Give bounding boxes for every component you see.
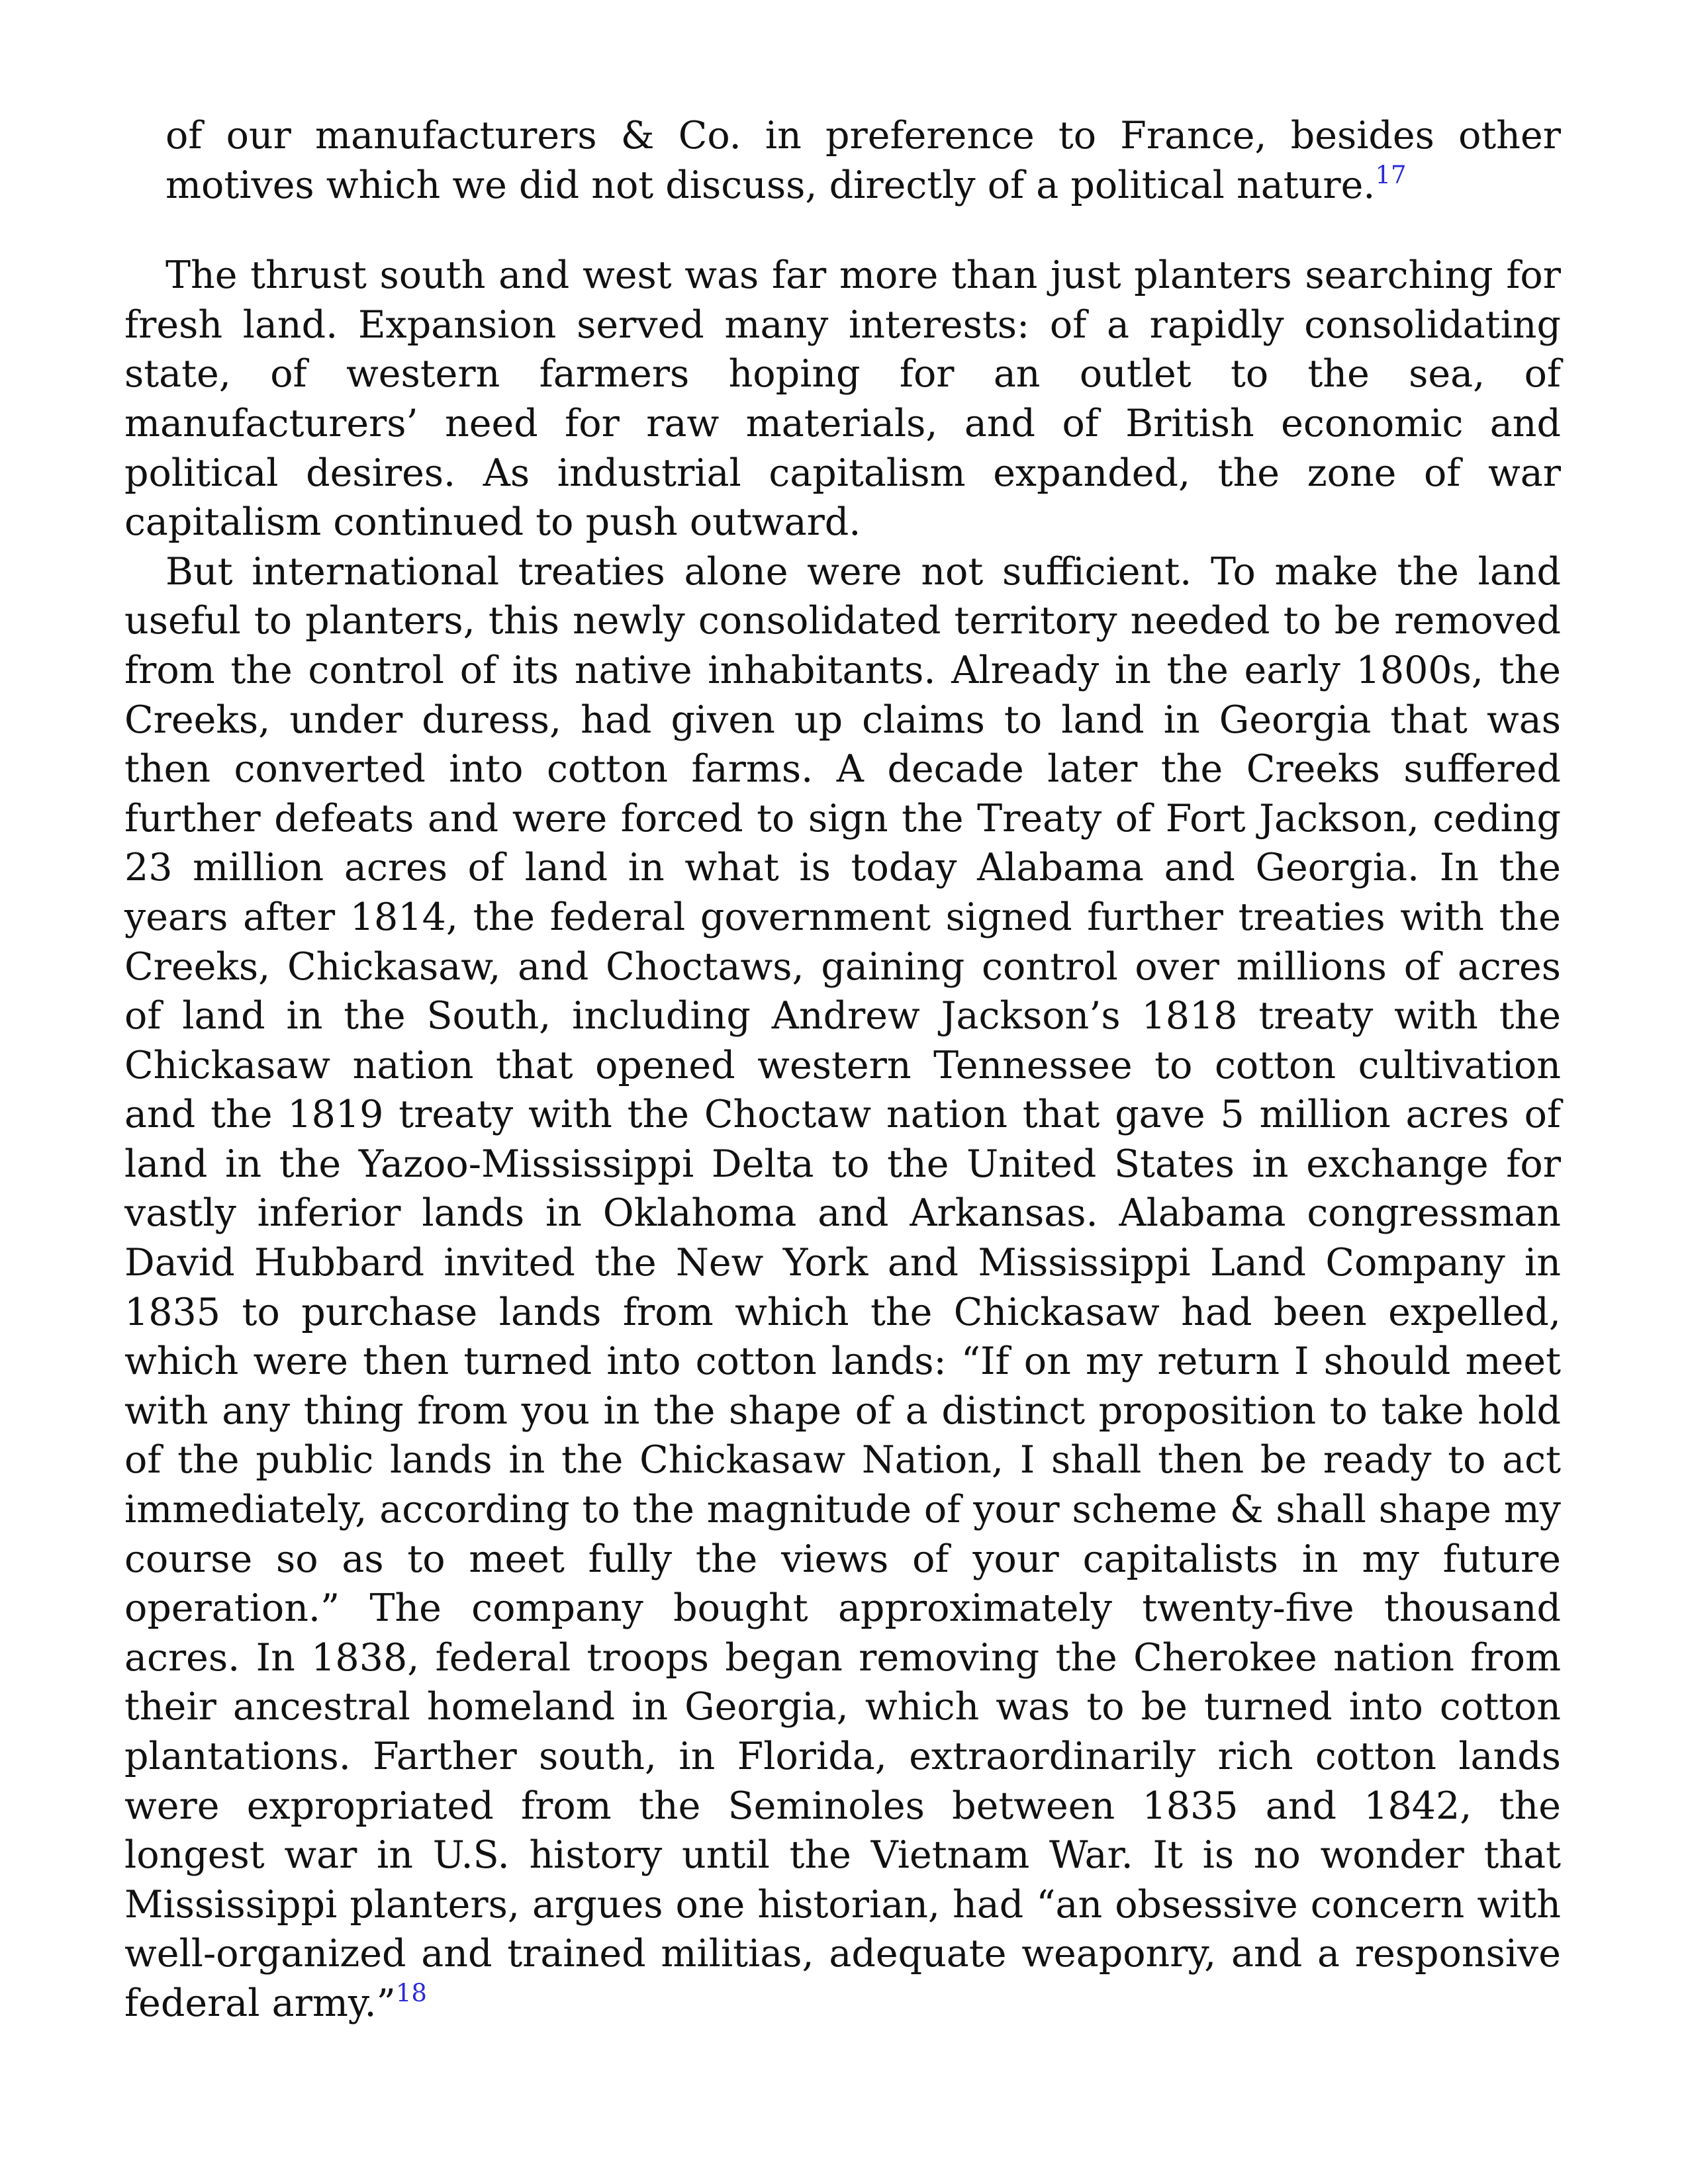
block-quote-text: of our manufacturers & Co. in preference to France, besides other motives which we did not discuss, directly of a political nature.	[165, 114, 1561, 207]
block-quote	[165, 111, 1561, 210]
paragraph-text: The thrust south and west was far more than just planters searching for fresh land. Expansion served many interests: of a rapidly consolidating state, of western farmers hoping for an outlet to the sea, of manufacturers’ need for raw materials, and of British economic and political desires. As industrial capitalism expanded, the zone of war capitalism continued to push outward.	[124, 253, 1561, 545]
paragraph-treaties	[124, 547, 1561, 2028]
footnote-link-17[interactable]: 17	[1375, 160, 1407, 189]
footnote-link-18[interactable]: 18	[395, 1978, 427, 2007]
paragraph-text: But international treaties alone were not sufficient. To make the land useful to planters, this newly consolidated territory needed to be removed from the control of its native inhabitants. Already in the early 1800s, the Creeks, under duress, had given up claims to land in Georgia that was then converted into cotton farms. A decade later the Creeks suffered further defeats and were forced to sign the Treaty of Fort Jackson, ceding 23 million acres of land in what is today Alabama and Georgia. In the years after 1814, the federal government signed further treaties with the Creeks, Chickasaw, and Choctaws, gaining control over millions of acres of land in the South, including Andrew Jackson’s 1818 treaty with the Chickasaw nation that opened western Tennessee to cotton cultivation and the 1819 treaty with the Choctaw nation that gave 5 million acres of land in the Yazoo-Mississippi Delta to the United States in exchange for vastly inferior lands in Oklahoma and Arkansas. Alabama congressman David Hubbard invited the New York and Mississippi Land Company in 1835 to purchase lands from which the Chickasaw had been expelled, which were then turned into cotton lands: “If on my return I should meet with any thing from you in the shape of a distinct proposition to take hold of the public lands in the Chickasaw Nation, I shall then be ready to act immediately, according to the magnitude of your scheme & shall shape my course so as to meet fully the views of your capitalists in my future operation.” The company bought approximately twenty-five thousand acres. In 1838, federal troops began removing the Cherokee nation from their ancestral homeland in Georgia, which was to be turned into cotton plantations. Farther south, in Florida, extraordinarily rich cotton lands were expropriated from the Seminoles between 1835 and 1842, the longest war in U.S. history until the Vietnam War. It is no wonder that Mississippi planters, argues one historian, had “an obsessive concern with well-organized and trained militias, adequate weaponry, and a responsive federal army.”	[124, 549, 1561, 2025]
page-body	[124, 111, 1561, 2028]
paragraph-expansion	[124, 251, 1561, 547]
